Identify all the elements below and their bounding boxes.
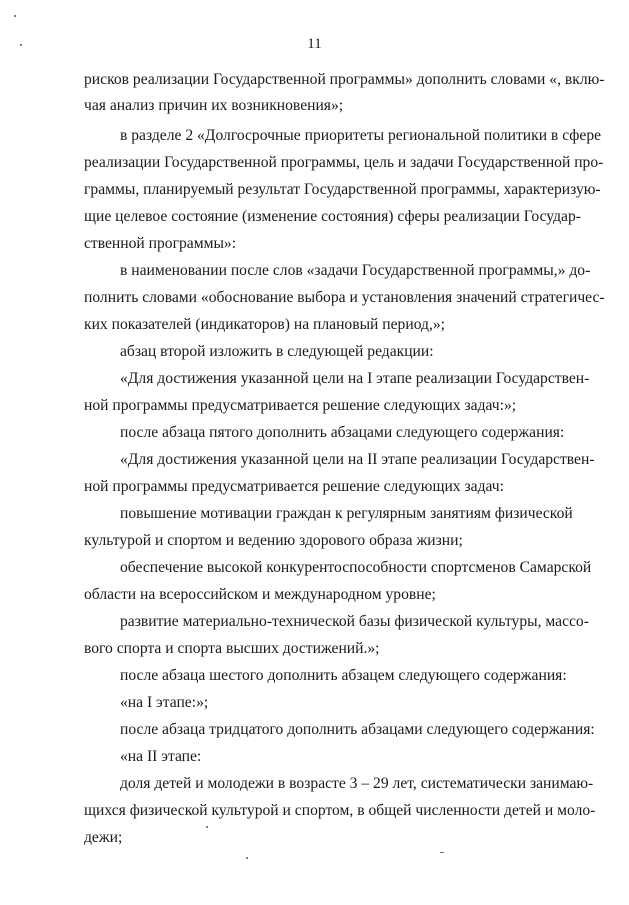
text-line: ких показателей (индикаторов) на плановый период,»; [84, 316, 446, 333]
scan-speck [206, 826, 208, 828]
text-line: ной программы предусматривается решение следующих задач: [84, 478, 504, 495]
text-line: полнить словами «обоснование выбора и установления значений стратегичес- [84, 289, 605, 306]
text-line: «на I этапе:»; [120, 694, 209, 711]
text-line: после абзаца тридцатого дополнить абзацами следующего содержания: [120, 721, 595, 738]
text-line: доля детей и молодежи в возрасте 3 – 29 лет, систематически занимаю- [120, 775, 594, 792]
text-line: «Для достижения указанной цели на II этапе реализации Государствен- [120, 451, 595, 468]
text-line: щихся физической культурой и спортом, в общей численности детей и моло- [84, 802, 596, 819]
text-line: рисков реализации Государственной программы» дополнить словами «, вклю- [84, 71, 605, 88]
text-line: ной программы предусматривается решение следующих задач:»; [84, 397, 517, 414]
text-line: в наименовании после слов «задачи Государственной программы,» до- [120, 262, 591, 279]
text-line: области на всероссийском и международном уровне; [84, 586, 436, 603]
text-line: чая анализ причин их возникновения»; [84, 97, 344, 114]
text-line: ственной программы»: [84, 235, 237, 252]
text-line: развитие материально-технической базы физической культуры, массо- [120, 613, 589, 630]
scan-speck [14, 15, 16, 17]
text-line: граммы, планируемый результат Государственной программы, характеризую- [84, 181, 601, 198]
text-line: вого спорта и спорта высших достижений.»; [84, 640, 380, 657]
text-line: дежи; [84, 829, 123, 846]
text-line: в разделе 2 «Долгосрочные приоритеты региональной политики в сфере [120, 127, 602, 144]
text-line: реализации Государственной программы, цель и задачи Государственной про- [84, 154, 604, 171]
text-line: обеспечение высокой конкурентоспособности спортсменов Самарской [120, 559, 592, 576]
text-line: после абзаца шестого дополнить абзацем следующего содержания: [120, 667, 567, 684]
text-line: повышение мотивации граждан к регулярным занятиям физической [120, 505, 573, 522]
scan-speck [440, 852, 444, 853]
scan-speck [20, 44, 22, 46]
text-line: «на II этапе: [120, 748, 202, 765]
scan-speck [246, 857, 248, 859]
text-line: «Для достижения указанной цели на I этапе реализации Государствен- [120, 370, 590, 387]
page-number: 11 [307, 36, 322, 52]
text-line: культурой и спортом и ведению здорового образа жизни; [84, 532, 463, 549]
text-line: щие целевое состояние (изменение состояния) сферы реализации Государ- [84, 208, 581, 225]
text-line: абзац второй изложить в следующей редакции: [120, 343, 434, 360]
text-line: после абзаца пятого дополнить абзацами следующего содержания: [120, 424, 565, 441]
